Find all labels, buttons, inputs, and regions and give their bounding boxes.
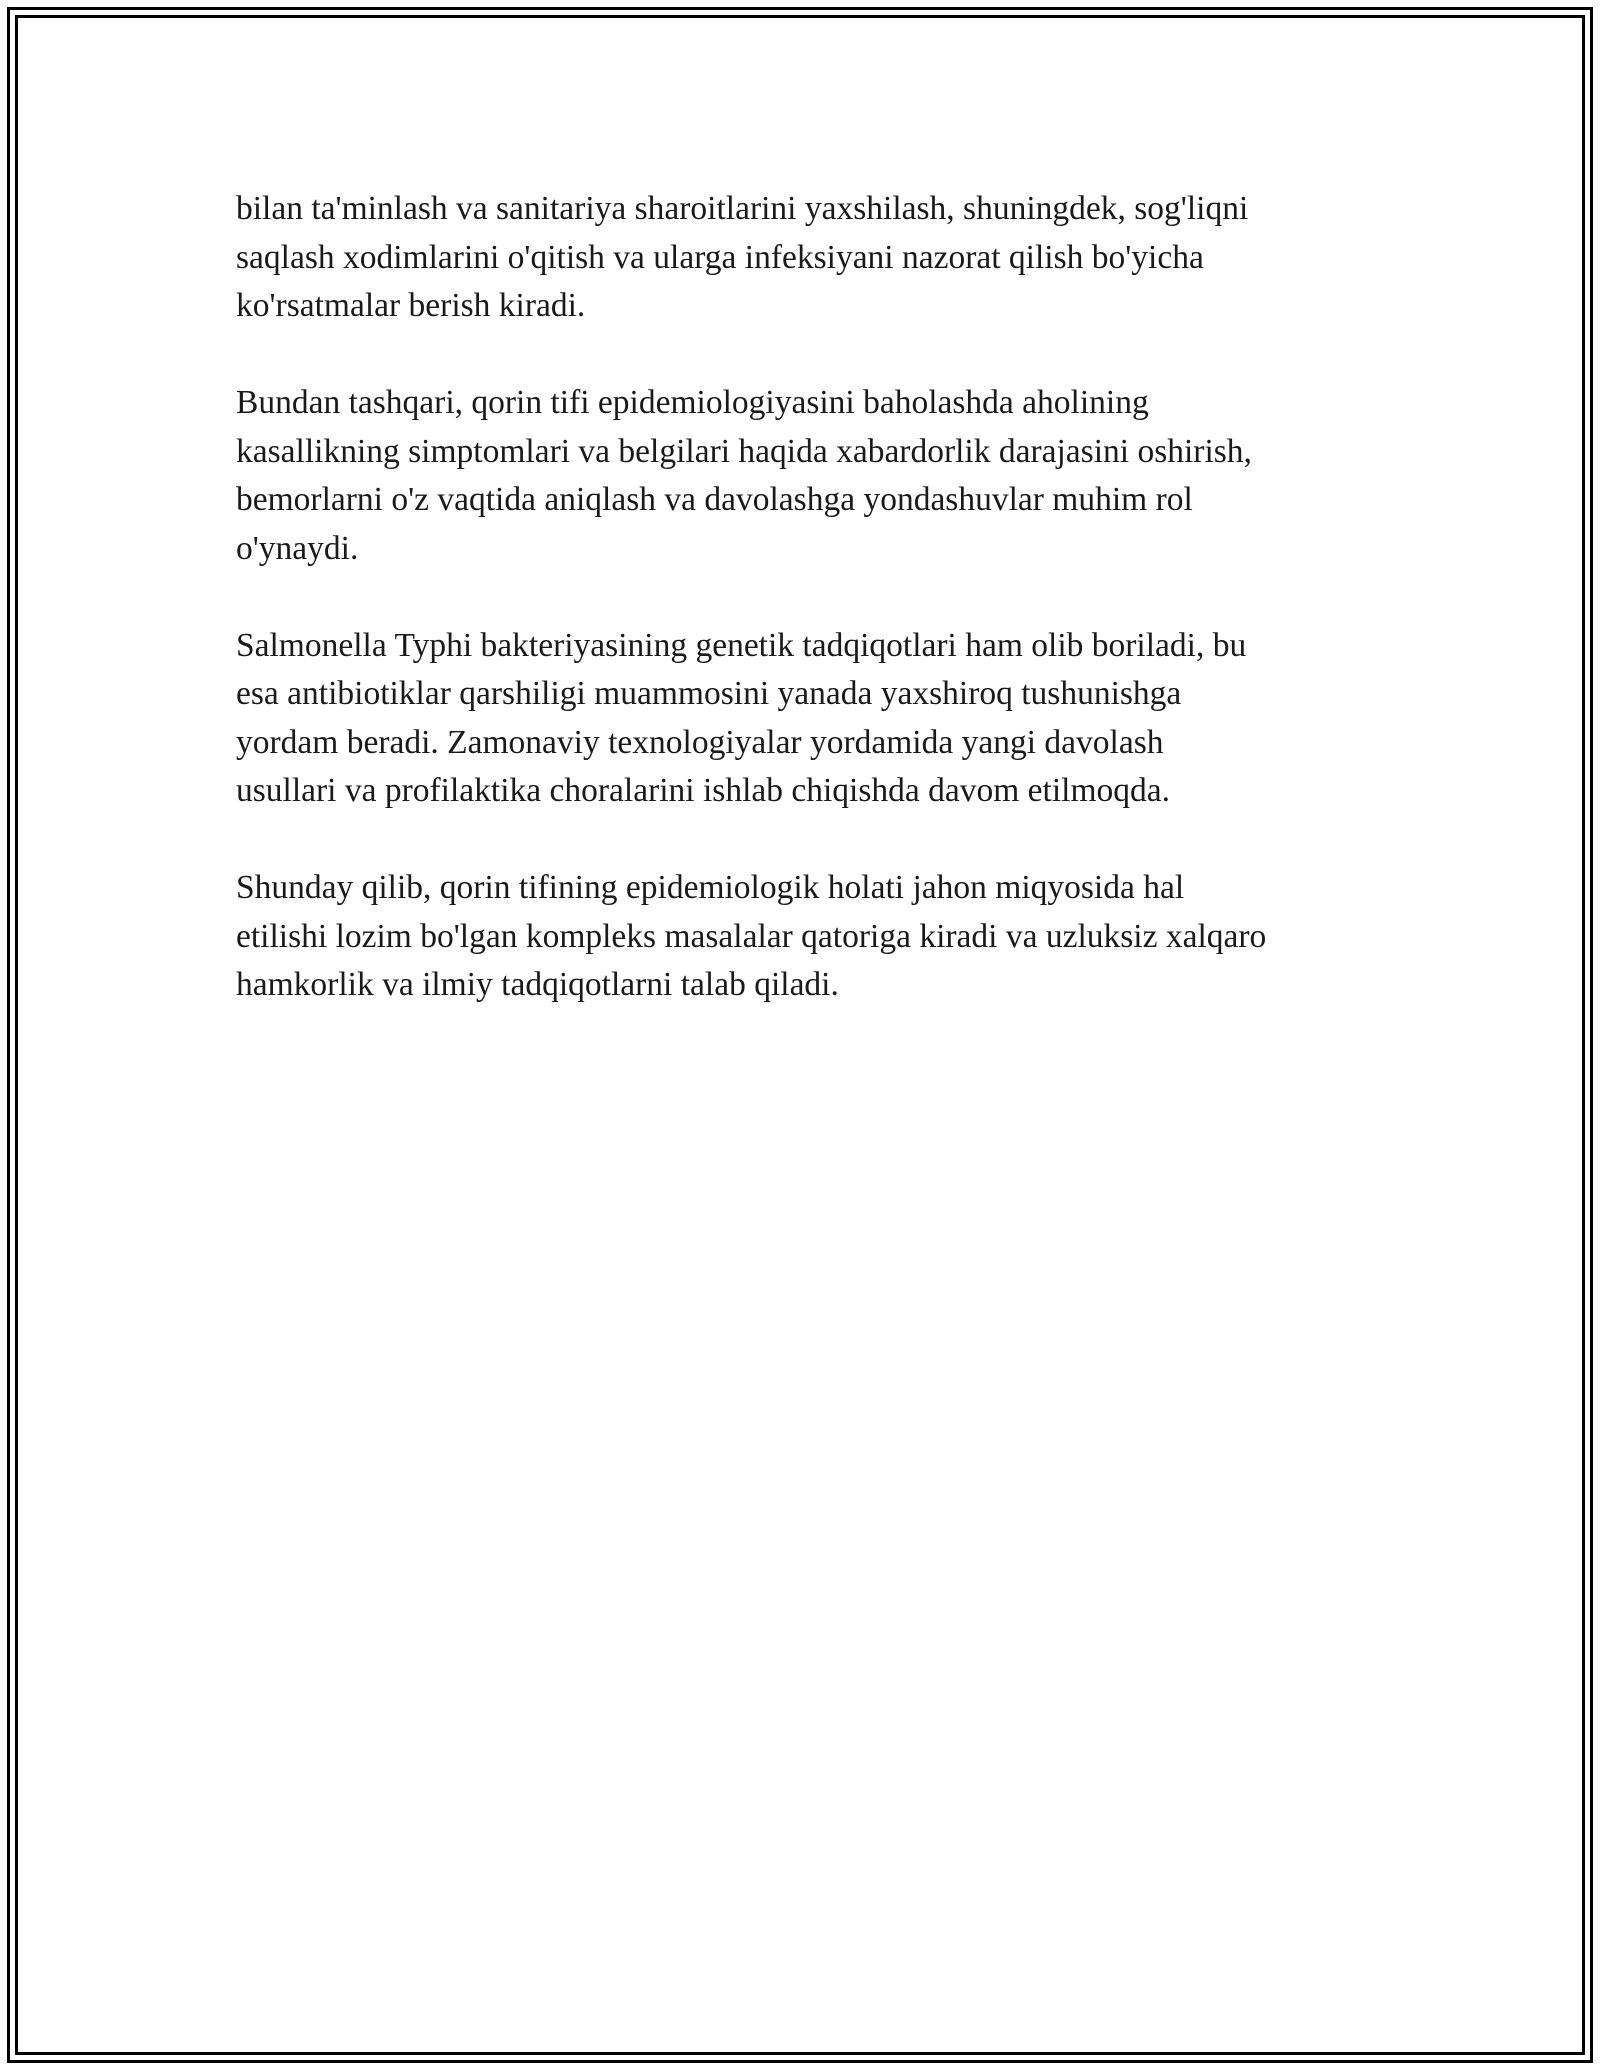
paragraph-3: Salmonella Typhi bakteriyasining genetik tadqiqotlari ham olib boriladi, bu esa antibiotiklar qarshiligi muammosini yanada yaxshiroq tushunishga yordam beradi. Zamonaviy texnologiyalar yordamida yangi davolash usullari va profilaktika choralarini ishlab chiqishda davom etilmoqda. (236, 626, 1247, 809)
paragraph-4: Shunday qilib, qorin tifining epidemiologik holati jahon miqyosida hal etilishi lozim bo'lgan kompleks masalalar qatoriga kiradi va uzluksiz xalqaro hamkorlik va ilmiy tadqiqotlarni talab qiladi. (236, 869, 1267, 1003)
paragraph-1: bilan ta'minlash va sanitariya sharoitlarini yaxshilash, shuningdek, sog'liqni saqlash xodimlarini o'qitish va ularga infeksiyani nazorat qilish bo'yicha ko'rsatmalar berish kiradi. (236, 190, 1249, 324)
paragraph-2: Bundan tashqari, qorin tifi epidemiologiyasini baholashda aholining kasallikning simptomlari va belgilari haqida xabardorlik darajasini oshirish, bemorlarni o'z vaqtida aniqlash va davolashga yondashuvlar muhim rol o'ynaydi. (236, 384, 1252, 567)
document-body (236, 185, 1376, 1058)
